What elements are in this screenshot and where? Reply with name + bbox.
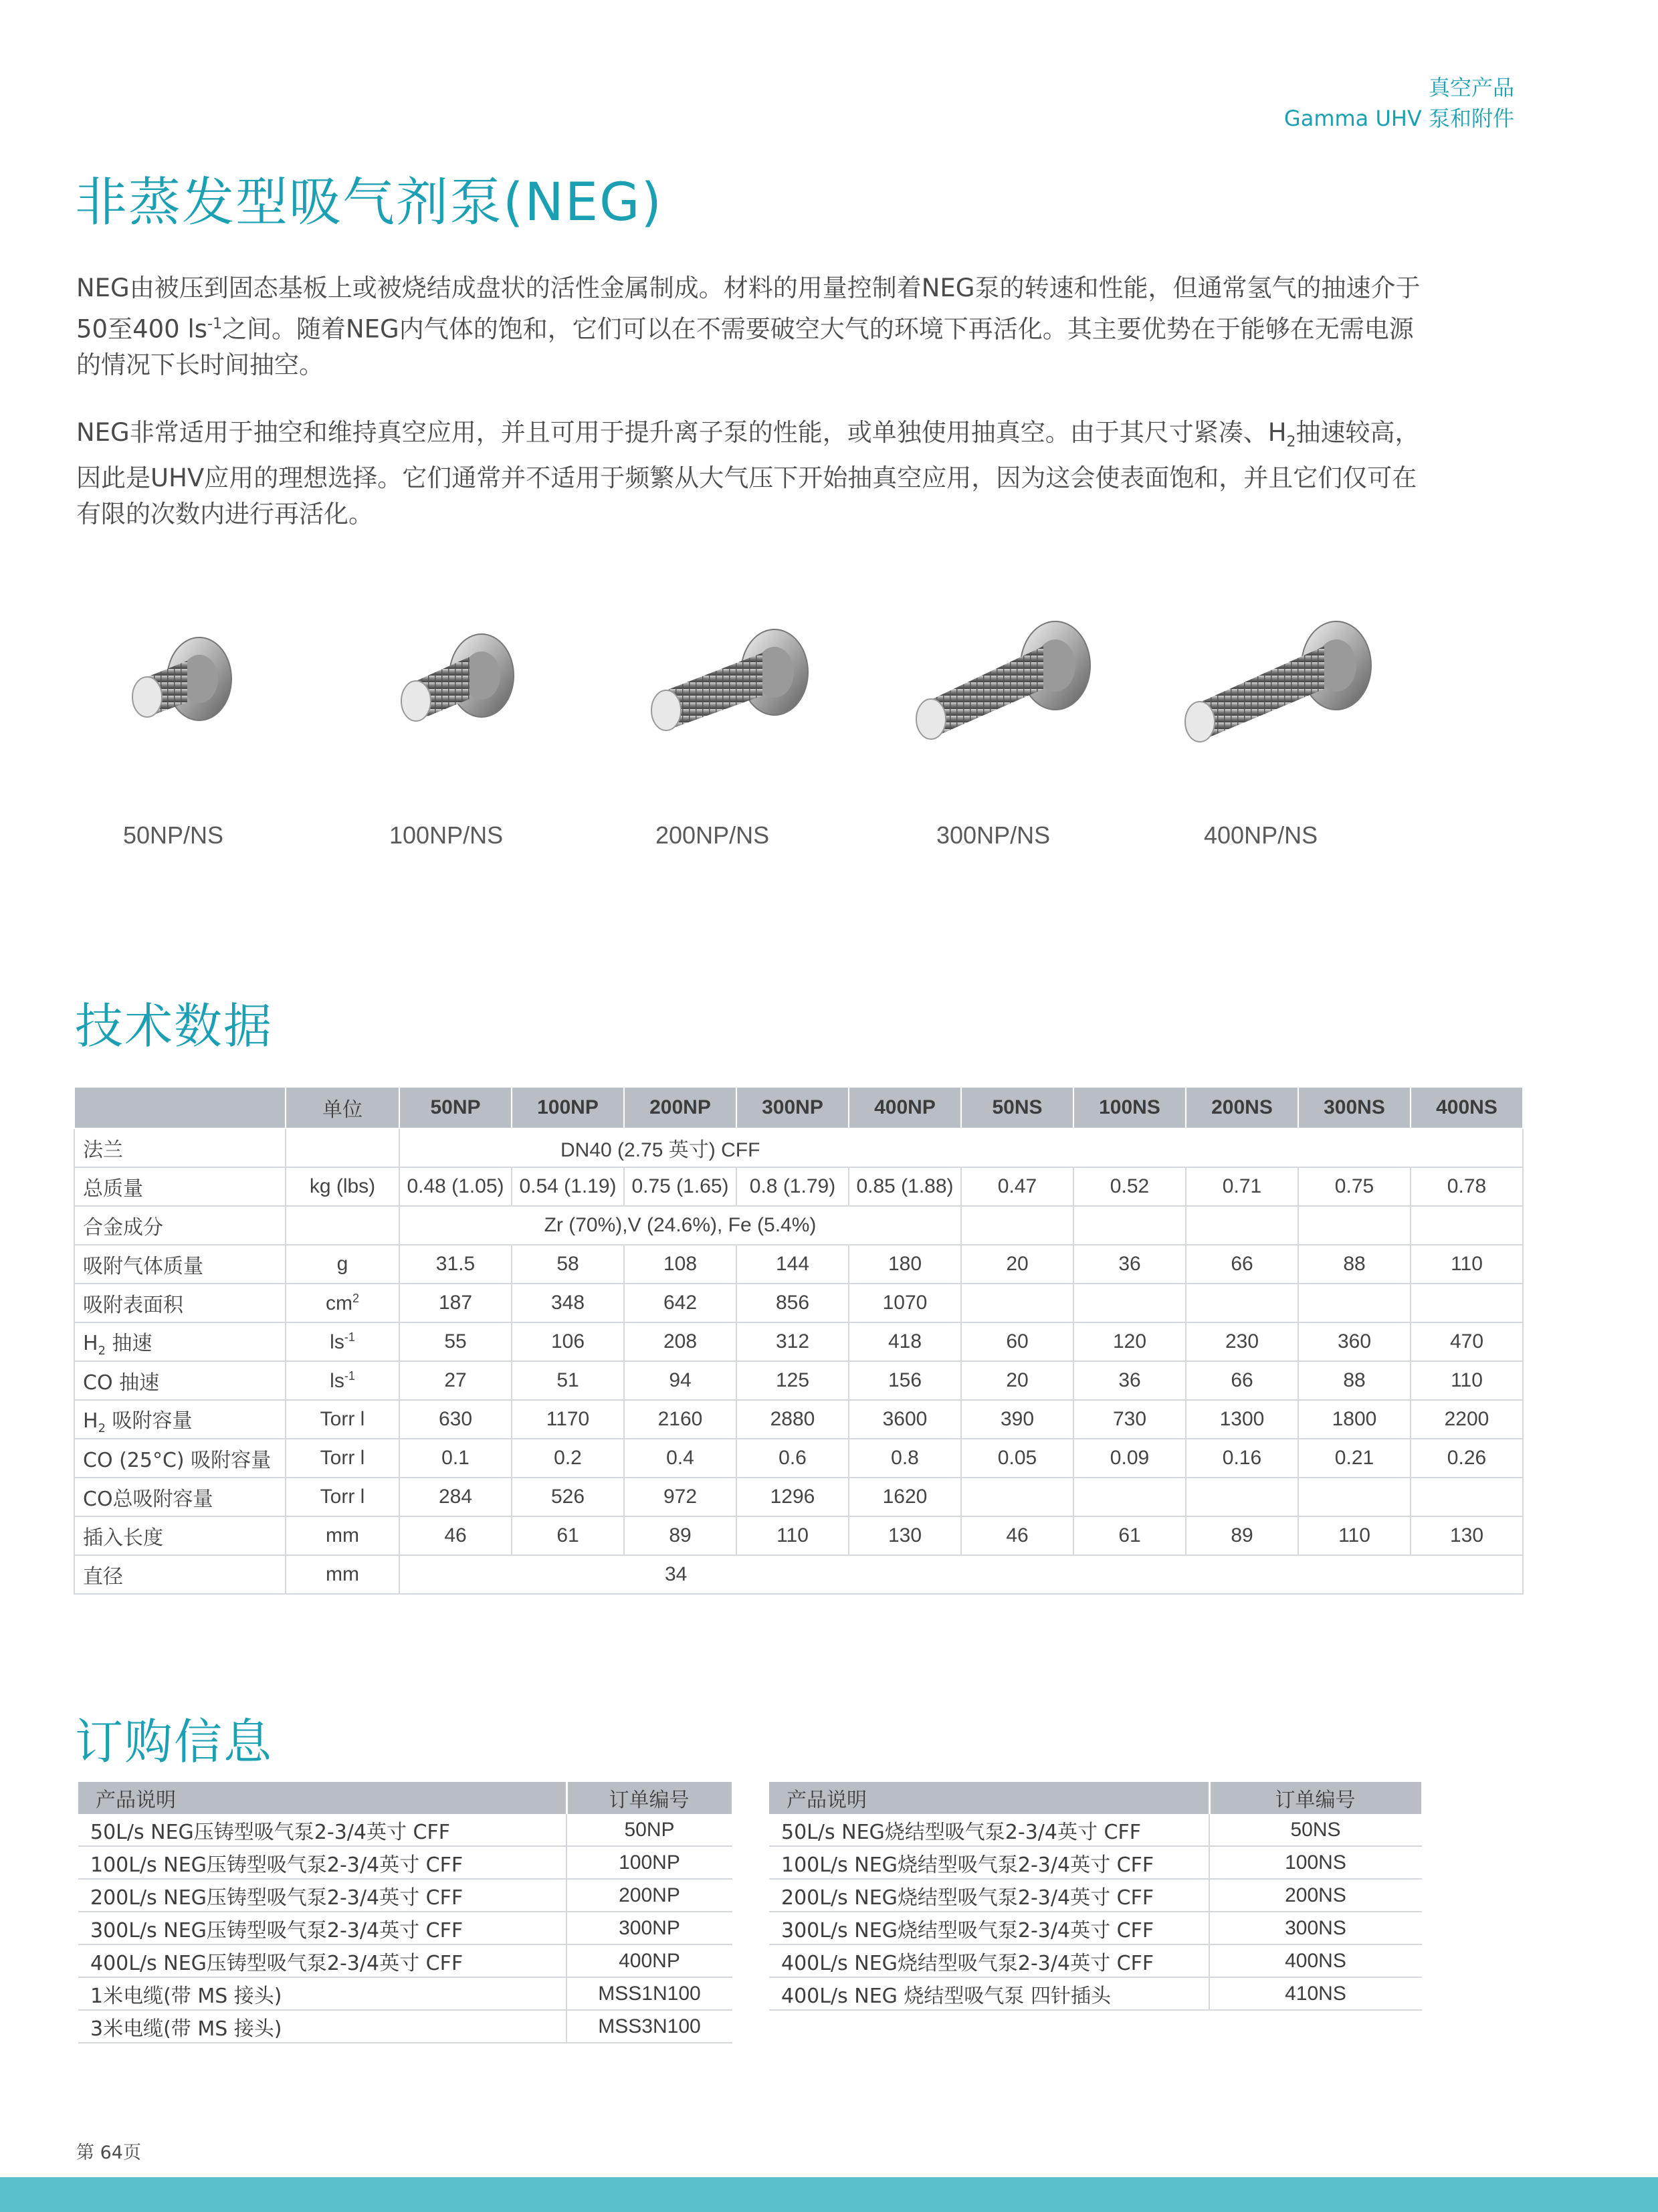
intro-p2-sub: 2: [1286, 433, 1296, 451]
product-image-400: [1170, 602, 1384, 776]
ordering-desc: 50L/s NEG烧结型吸气泵2-3/4英寸 CFF: [769, 1814, 1209, 1846]
spec-header-model: 300NS: [1298, 1087, 1411, 1128]
spec-row-co-total: [74, 1478, 1523, 1516]
ordering-desc: 100L/s NEG压铸型吸气泵2-3/4英寸 CFF: [78, 1846, 566, 1879]
spec-cell: 55: [399, 1322, 512, 1361]
spec-param-label: CO (25°C) 吸附容量: [74, 1439, 286, 1478]
ordering-desc: 200L/s NEG烧结型吸气泵2-3/4英寸 CFF: [769, 1879, 1209, 1912]
header-subcategory: Gamma UHV 泵和附件: [1283, 106, 1514, 131]
spec-row-diameter: [74, 1555, 1523, 1594]
ordering-code: 410NS: [1209, 1977, 1422, 2010]
spec-cell: 418: [849, 1322, 961, 1361]
product-label-100: 100NP/NS: [389, 821, 504, 849]
spec-unit-sup: -1: [344, 1330, 355, 1344]
ordering-row: [769, 1912, 1422, 1944]
spec-cell: [1186, 1478, 1298, 1516]
ordering-row: [78, 1912, 732, 1944]
spec-diameter-value: 34: [399, 1555, 1523, 1594]
product-label-400: 400NP/NS: [1204, 821, 1318, 849]
spec-header-model: 200NP: [624, 1087, 736, 1128]
intro-p2-text-b: 抽速较高，因此是UHV应用的理想选择。它们通常并不适用于频繁从大气压下开始抽真空应用，因为这会使表面饱和，并且它们仅可在有限的次数内进行再活化。: [76, 418, 1420, 529]
spec-cell: 31.5: [399, 1245, 512, 1284]
spec-param-label: CO 抽速: [74, 1361, 286, 1400]
spec-cell: 144: [736, 1245, 849, 1284]
spec-cell: 36: [1073, 1245, 1186, 1284]
spec-cell: 0.1: [399, 1439, 512, 1478]
spec-cell: [1073, 1206, 1186, 1245]
product-image-50: [114, 602, 247, 763]
spec-cell: 156: [849, 1361, 961, 1400]
spec-unit-sup: 2: [352, 1291, 359, 1305]
spec-header-model: 400NP: [849, 1087, 961, 1128]
spec-header-model: 200NS: [1186, 1087, 1298, 1128]
spec-cell: [1073, 1284, 1186, 1322]
spec-cell: 0.26: [1411, 1439, 1523, 1478]
spec-cell: 110: [1411, 1361, 1523, 1400]
ordering-desc: 400L/s NEG压铸型吸气泵2-3/4英寸 CFF: [78, 1944, 566, 1977]
ordering-row: [769, 1846, 1422, 1879]
ordering-header-code: 订单编号: [566, 1782, 732, 1814]
spec-cell: [961, 1284, 1073, 1322]
spec-cell: 46: [399, 1516, 512, 1555]
spec-cell: 66: [1186, 1361, 1298, 1400]
ordering-row: [78, 1846, 732, 1879]
page-number: 第 64页: [76, 2142, 141, 2163]
ordering-code: 400NP: [566, 1944, 732, 1977]
ordering-row: [78, 1977, 732, 2010]
ordering-desc: 100L/s NEG烧结型吸气泵2-3/4英寸 CFF: [769, 1846, 1209, 1879]
spec-cell: 0.21: [1298, 1439, 1411, 1478]
ordering-row: [78, 2010, 732, 2043]
spec-cell: 312: [736, 1322, 849, 1361]
spec-cell: 89: [624, 1516, 736, 1555]
spec-cell: 0.2: [512, 1439, 624, 1478]
spec-cell: 630: [399, 1400, 512, 1439]
spec-cell: 0.4: [624, 1439, 736, 1478]
spec-cell: 2880: [736, 1400, 849, 1439]
spec-label-sub: 2: [98, 1421, 106, 1435]
page-title: 非蒸发型吸气剂泵(NEG): [75, 173, 663, 233]
ordering-row: [769, 1814, 1422, 1846]
spec-cell: 1620: [849, 1478, 961, 1516]
product-label-300: 300NP/NS: [936, 821, 1051, 849]
spec-cell: [1073, 1478, 1186, 1516]
ordering-header-code: 订单编号: [1209, 1782, 1422, 1814]
intro-p1-sup: -1: [207, 316, 222, 332]
spec-cell: [1298, 1478, 1411, 1516]
header-category: 真空产品: [1428, 75, 1514, 100]
spec-unit: mm: [286, 1555, 399, 1594]
spec-row-co-speed: [74, 1361, 1523, 1400]
ordering-desc: 3米电缆(带 MS 接头): [78, 2010, 566, 2043]
ordering-desc: 300L/s NEG烧结型吸气泵2-3/4英寸 CFF: [769, 1912, 1209, 1944]
spec-cell: 106: [512, 1322, 624, 1361]
spec-cell: 360: [1298, 1322, 1411, 1361]
spec-param-label: 合金成分: [74, 1206, 286, 1245]
spec-cell: 526: [512, 1478, 624, 1516]
spec-cell: 0.48 (1.05): [399, 1167, 512, 1206]
spec-param-label: 法兰: [74, 1128, 286, 1167]
ordering-desc: 1米电缆(带 MS 接头): [78, 1977, 566, 2010]
spec-cell: 0.52: [1073, 1167, 1186, 1206]
spec-cell: 58: [512, 1245, 624, 1284]
spec-alloy-value: Zr (70%),V (24.6%), Fe (5.4%): [399, 1206, 961, 1245]
ordering-row: [78, 1879, 732, 1912]
ordering-code: MSS3N100: [566, 2010, 732, 2043]
spec-cell: 130: [849, 1516, 961, 1555]
spec-cell: 1300: [1186, 1400, 1298, 1439]
spec-cell: 20: [961, 1361, 1073, 1400]
spec-param-label: 插入长度: [74, 1516, 286, 1555]
ordering-code: 200NS: [1209, 1879, 1422, 1912]
spec-header-model: 100NP: [512, 1087, 624, 1128]
spec-unit-sup: -1: [344, 1369, 355, 1383]
ordering-code: 300NS: [1209, 1912, 1422, 1944]
spec-row-co25-capacity: [74, 1439, 1523, 1478]
spec-row-h2-speed: [74, 1322, 1523, 1361]
spec-cell: 0.8: [849, 1439, 961, 1478]
spec-cell: 110: [1298, 1516, 1411, 1555]
spec-cell: 108: [624, 1245, 736, 1284]
product-label-200: 200NP/NS: [655, 821, 770, 849]
product-image-200: [635, 602, 823, 769]
spec-cell: 66: [1186, 1245, 1298, 1284]
spec-cell: 0.16: [1186, 1439, 1298, 1478]
ordering-code: 50NS: [1209, 1814, 1422, 1846]
spec-cell: 390: [961, 1400, 1073, 1439]
ordering-table-np: [78, 1782, 734, 2043]
spec-cell: 0.47: [961, 1167, 1073, 1206]
spec-cell: 2200: [1411, 1400, 1523, 1439]
spec-unit-base: ls: [330, 1330, 344, 1353]
spec-cell: 1070: [849, 1284, 961, 1322]
spec-cell: [1411, 1206, 1523, 1245]
ordering-code: 100NP: [566, 1846, 732, 1879]
spec-unit: g: [286, 1245, 399, 1284]
ordering-code: 50NP: [566, 1814, 732, 1846]
spec-cell: [961, 1206, 1073, 1245]
spec-cell: 110: [1411, 1245, 1523, 1284]
spec-cell: 51: [512, 1361, 624, 1400]
header-category-block: [1284, 72, 1514, 134]
product-label-50: 50NP/NS: [123, 821, 224, 849]
spec-unit: Torr l: [286, 1478, 399, 1516]
spec-header-model: 400NS: [1411, 1087, 1523, 1128]
ordering-desc: 300L/s NEG压铸型吸气泵2-3/4英寸 CFF: [78, 1912, 566, 1944]
spec-cell: 642: [624, 1284, 736, 1322]
spec-cell: 61: [512, 1516, 624, 1555]
spec-cell: [961, 1478, 1073, 1516]
ordering-row: [78, 1944, 732, 1977]
intro-p1-text-b: 之间。随着NEG内气体的饱和，它们可以在不需要破空大气的环境下再活化。其主要优势在于能够在无需电源的情况下长时间抽空。: [76, 314, 1414, 380]
ordering-header-desc: 产品说明: [769, 1782, 1209, 1814]
spec-cell: [1186, 1284, 1298, 1322]
spec-param-label: 吸附气体质量: [74, 1245, 286, 1284]
ordering-row: [769, 1944, 1422, 1977]
spec-cell: 1170: [512, 1400, 624, 1439]
spec-unit: Torr l: [286, 1439, 399, 1478]
spec-label-part: H: [83, 1331, 98, 1355]
spec-cell: 46: [961, 1516, 1073, 1555]
spec-cell: 88: [1298, 1361, 1411, 1400]
intro-p2-text-a: NEG非常适用于抽空和维持真空应用，并且可用于提升离子泵的性能，或单独使用抽真空。由于其尺寸紧凑、H: [76, 418, 1287, 447]
ordering-code: 200NP: [566, 1879, 732, 1912]
spec-cell: 348: [512, 1284, 624, 1322]
spec-cell: [1298, 1284, 1411, 1322]
spec-cell: 1296: [736, 1478, 849, 1516]
spec-cell: 470: [1411, 1322, 1523, 1361]
spec-label-sub: 2: [98, 1343, 106, 1358]
spec-header-row: [74, 1087, 1523, 1128]
spec-cell: 0.75 (1.65): [624, 1167, 736, 1206]
spec-cell: 856: [736, 1284, 849, 1322]
spec-cell: [1186, 1206, 1298, 1245]
ordering-desc: 200L/s NEG压铸型吸气泵2-3/4英寸 CFF: [78, 1879, 566, 1912]
intro-p1-text-a: NEG由被压到固态基板上或被烧结成盘状的活性金属制成。材料的用量控制着NEG泵的转速和性能，但通常氢气的抽速介于50至400 ls: [76, 274, 1421, 344]
spec-unit: mm: [286, 1516, 399, 1555]
ordering-table-ns: [769, 1782, 1423, 2011]
spec-cell: 61: [1073, 1516, 1186, 1555]
spec-header-unit: 单位: [286, 1087, 399, 1128]
ordering-row: [769, 1879, 1422, 1912]
intro-paragraph-1: [76, 270, 1427, 383]
spec-cell: 110: [736, 1516, 849, 1555]
spec-cell: 0.78: [1411, 1167, 1523, 1206]
spec-cell: 187: [399, 1284, 512, 1322]
spec-param-label: [74, 1400, 286, 1439]
spec-header-model: 300NP: [736, 1087, 849, 1128]
ordering-header-row: [769, 1782, 1422, 1814]
spec-cell: [1298, 1206, 1411, 1245]
spec-header-model: 50NS: [961, 1087, 1073, 1128]
spec-param-label: CO总吸附容量: [74, 1478, 286, 1516]
spec-unit: kg (lbs): [286, 1167, 399, 1206]
spec-label-part: 吸附容量: [106, 1409, 193, 1433]
product-image-300: [903, 602, 1104, 776]
spec-row-flange: [74, 1128, 1523, 1167]
spec-cell: [1411, 1478, 1523, 1516]
ordering-desc: 50L/s NEG压铸型吸气泵2-3/4英寸 CFF: [78, 1814, 566, 1846]
ordering-desc: 400L/s NEG烧结型吸气泵2-3/4英寸 CFF: [769, 1944, 1209, 1977]
spec-cell: 125: [736, 1361, 849, 1400]
spec-cell: 120: [1073, 1322, 1186, 1361]
spec-cell: 27: [399, 1361, 512, 1400]
spec-cell: 36: [1073, 1361, 1186, 1400]
ordering-desc: 400L/s NEG 烧结型吸气泵 四针插头: [769, 1977, 1209, 2010]
ordering-row: [769, 1977, 1422, 2010]
spec-param-label: 吸附表面积: [74, 1284, 286, 1322]
ordering-code: 100NS: [1209, 1846, 1422, 1879]
spec-table: [74, 1086, 1524, 1595]
spec-unit: [286, 1206, 399, 1245]
spec-cell: 130: [1411, 1516, 1523, 1555]
spec-cell: 3600: [849, 1400, 961, 1439]
spec-cell: 89: [1186, 1516, 1298, 1555]
ordering-code: MSS1N100: [566, 1977, 732, 2010]
spec-cell: 0.54 (1.19): [512, 1167, 624, 1206]
spec-unit-base: cm: [325, 1292, 352, 1314]
spec-cell: 60: [961, 1322, 1073, 1361]
spec-header-model: 100NS: [1073, 1087, 1186, 1128]
spec-cell: 730: [1073, 1400, 1186, 1439]
ordering-code: 300NP: [566, 1912, 732, 1944]
spec-label-part: H: [83, 1409, 98, 1433]
spec-cell: 1800: [1298, 1400, 1411, 1439]
spec-cell: 2160: [624, 1400, 736, 1439]
spec-row-surface: [74, 1284, 1523, 1322]
spec-header-model: 50NP: [399, 1087, 512, 1128]
spec-cell: 230: [1186, 1322, 1298, 1361]
spec-cell: 94: [624, 1361, 736, 1400]
spec-unit: [286, 1322, 399, 1361]
spec-cell: 972: [624, 1478, 736, 1516]
spec-row-insert-length: [74, 1516, 1523, 1555]
spec-cell: 0.85 (1.88): [849, 1167, 961, 1206]
spec-cell: 0.8 (1.79): [736, 1167, 849, 1206]
spec-flange-value: DN40 (2.75 英寸) CFF: [399, 1128, 1523, 1167]
spec-cell: 88: [1298, 1245, 1411, 1284]
spec-header-param: [74, 1087, 286, 1128]
spec-row-gas-mass: [74, 1245, 1523, 1284]
ordering-header-row: [78, 1782, 732, 1814]
spec-cell: 284: [399, 1478, 512, 1516]
spec-section-title: 技术数据: [75, 998, 274, 1054]
spec-cell: 0.6: [736, 1439, 849, 1478]
spec-unit-base: ls: [330, 1369, 344, 1392]
spec-label-part: 抽速: [106, 1331, 152, 1355]
spec-cell: [1411, 1284, 1523, 1322]
product-image-100: [381, 602, 528, 763]
ordering-code: 400NS: [1209, 1944, 1422, 1977]
spec-cell: 20: [961, 1245, 1073, 1284]
spec-param-label: [74, 1322, 286, 1361]
spec-cell: 208: [624, 1322, 736, 1361]
spec-param-label: 总质量: [74, 1167, 286, 1206]
intro-paragraph-2: [76, 415, 1427, 532]
spec-cell: 0.05: [961, 1439, 1073, 1478]
ordering-row: [78, 1814, 732, 1846]
spec-row-alloy: [74, 1206, 1523, 1245]
spec-row-mass: [74, 1167, 1523, 1206]
spec-cell: 180: [849, 1245, 961, 1284]
ordering-header-desc: 产品说明: [78, 1782, 566, 1814]
spec-param-label: 直径: [74, 1555, 286, 1594]
spec-cell: 0.75: [1298, 1167, 1411, 1206]
spec-row-h2-capacity: [74, 1400, 1523, 1439]
spec-unit: [286, 1284, 399, 1322]
spec-unit: [286, 1128, 399, 1167]
spec-cell: 0.09: [1073, 1439, 1186, 1478]
spec-unit: Torr l: [286, 1400, 399, 1439]
footer-bar: [0, 2177, 1658, 2212]
spec-cell: 0.71: [1186, 1167, 1298, 1206]
spec-unit: [286, 1361, 399, 1400]
ordering-section-title: 订购信息: [75, 1714, 274, 1770]
